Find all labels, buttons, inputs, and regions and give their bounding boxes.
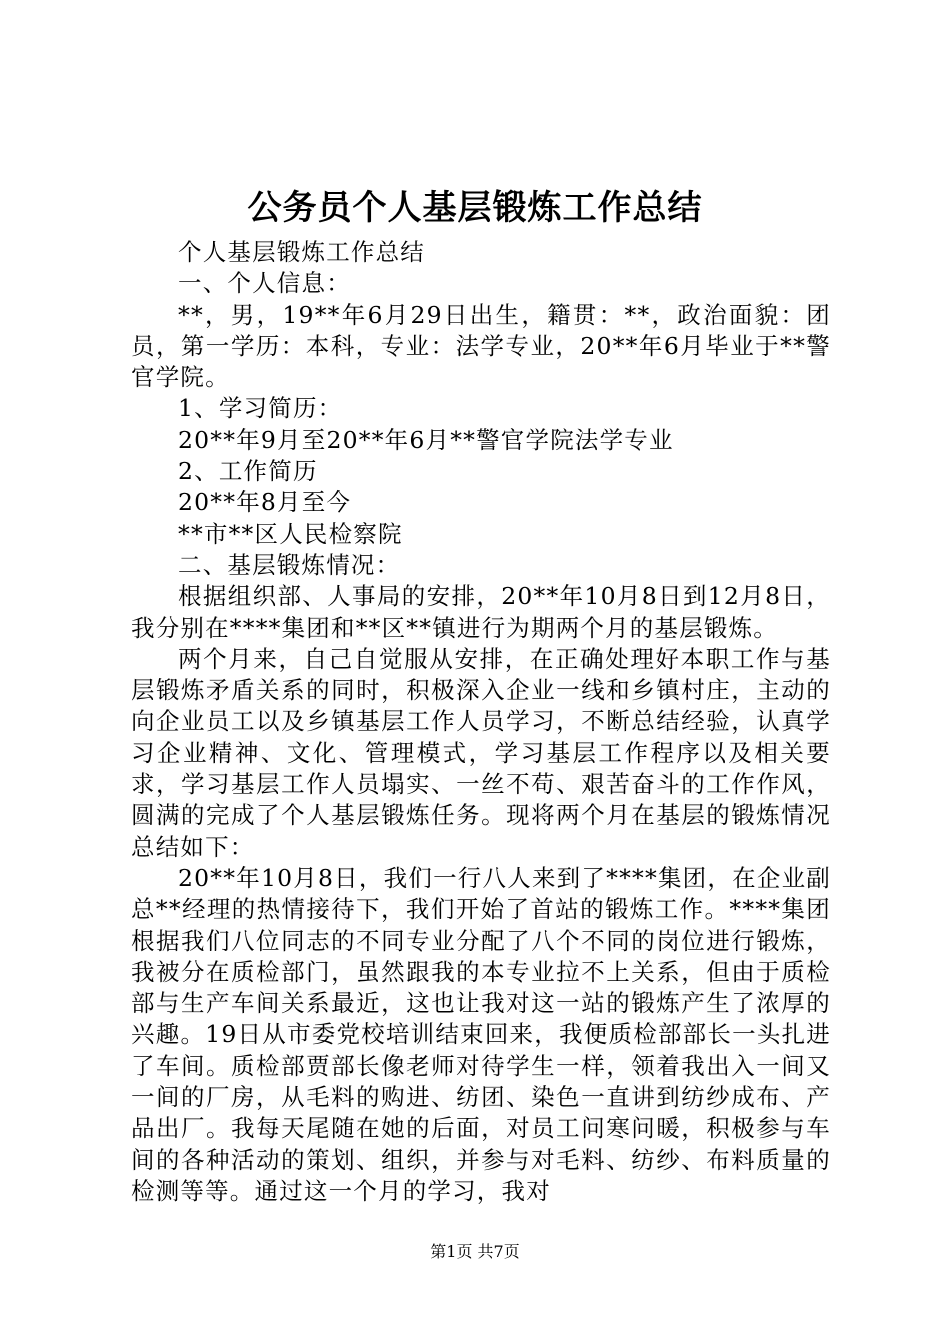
paragraph: 2、工作简历 bbox=[178, 457, 318, 486]
page-number: 第1页 共7页 bbox=[430, 1242, 520, 1261]
paragraph: 根据组织部、人事局的安排，20**年10月8日到12月8日，我分别在****集团和**区**镇进行为期两个月的基层锻炼。 bbox=[131, 582, 831, 642]
paragraph: 个人基层锻炼工作总结 bbox=[178, 238, 425, 266]
document-title: 公务员个人基层锻炼工作总结 bbox=[247, 188, 703, 228]
paragraph: 一、个人信息： bbox=[178, 269, 351, 298]
paragraph: 1、学习简历： bbox=[178, 394, 343, 423]
document-body bbox=[131, 237, 831, 1207]
paragraph: **，男，19**年6月29日出生，籍贯：**，政治面貌：团员，第一学历：本科，专业：法学专业，20**年6月毕业于**警官学院。 bbox=[131, 300, 831, 392]
paragraph: **市**区人民检察院 bbox=[178, 519, 403, 548]
paragraph: 20**年9月至20**年6月**警官学院法学专业 bbox=[178, 425, 674, 454]
paragraph: 两个月来，自己自觉服从安排，在正确处理好本职工作与基层锻炼矛盾关系的同时，积极深入企业一线和乡镇村庄，主动的向企业员工以及乡镇基层工作人员学习，不断总结经验，认真学习企业精神、文化、管理模式，学习基层工作程序以及相关要求，学习基层工作人员塌实、一丝不苟、艰苦奋斗的工作作风，圆满的完成了个人基层锻炼任务。现将两个月在基层的锻炼情况总结如下： bbox=[131, 644, 831, 861]
paragraph: 二、基层锻炼情况： bbox=[178, 550, 401, 579]
paragraph: 20**年8月至今 bbox=[178, 488, 352, 517]
paragraph: 20**年10月8日，我们一行八人来到了****集团，在企业副总**经理的热情接待下，我们开始了首站的锻炼工作。****集团根据我们八位同志的不同专业分配了八个不同的岗位进行锻炼，我被分在质检部门，虽然跟我的本专业拉不上关系，但由于质检部与生产车间关系最近，这也让我对这一站的锻炼产生了浓厚的兴趣。19日从市委党校培训结束回来，我便质检部部长一头扎进了车间。质检部贾部长像老师对待学生一样，领着我出入一间又一间的厂房，从毛料的购进、纺团、染色一直讲到纺纱成布、产品出厂。我每天尾随在她的后面，对员工问寒问暖，积极参与车间的各种活动的策划、组织，并参与对毛料、纺纱、布料质量的检测等等。通过这一个月的学习，我对 bbox=[131, 863, 831, 1205]
